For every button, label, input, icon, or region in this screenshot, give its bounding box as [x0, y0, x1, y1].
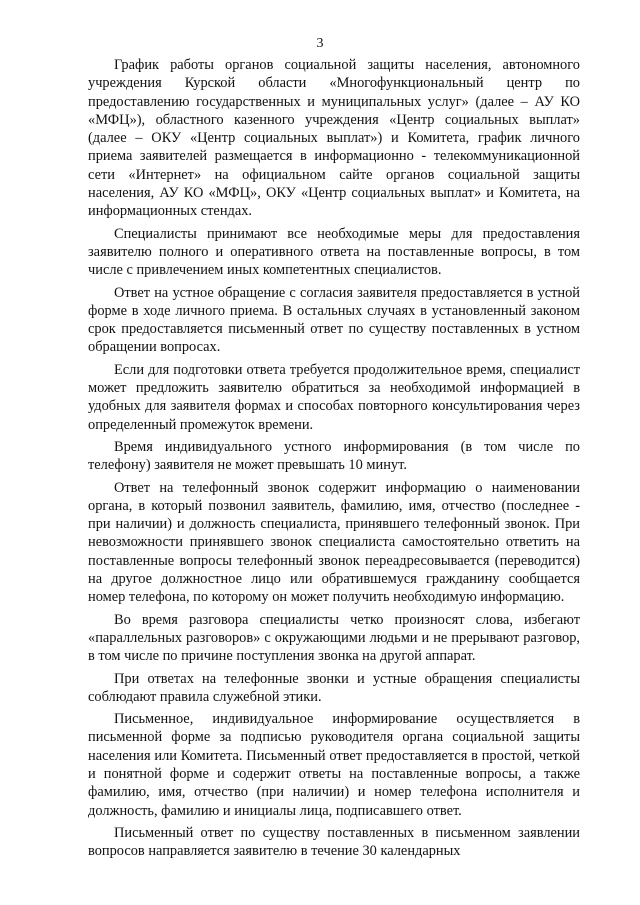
paragraph-long-preparation: Если для подготовки ответа требуется продолжительное время, специалист может предложить заявителю обратиться за необходимой информацией в удобных для заявителя формах и способах повторного консультирования через определенный промежуток времени.	[88, 361, 580, 433]
paragraph-conversation-rules: Во время разговора специалисты четко произносят слова, избегают «параллельных разговоров» с окружающими людьми и не прерывают разговор, в том числе по причине поступления звонка на другой аппарат.	[88, 611, 580, 665]
paragraph-specialists-measures: Специалисты принимают все необходимые меры для предоставления заявителю полного и оперативного ответа на поставленные вопросы, в том числе с привлечением иных компетентных специалистов.	[88, 225, 580, 279]
paragraph-service-ethics: При ответах на телефонные звонки и устные обращения специалисты соблюдают правила служебной этики.	[88, 670, 580, 705]
paragraph-phone-call-answer: Ответ на телефонный звонок содержит информацию о наименовании органа, в который позвонил заявитель, фамилию, имя, отчество (последнее - при наличии) и должность специалиста, принявшего телефонный звонок. При невозможности принявшего звонок специалиста самостоятельно ответить на поставленные вопросы телефонный звонок переадресовывается (переводится) на другое должностное лицо или обратившемуся гражданину сообщается номер телефона, по которому он может получить необходимую информацию.	[88, 479, 580, 606]
paragraph-schedule-placement: График работы органов социальной защиты населения, автономного учреждения Курской области «Многофункциональный центр по предоставлению государственных и муниципальных услуг» (далее – АУ КО «МФЦ»), областного казенного учреждения «Центр социальных выплат» (далее – ОКУ «Центр социальных выплат») и Комитета, график личного приема заявителей размещается в информационно - телекоммуникационной сети «Интернет» на официальном сайте органов социальной защиты населения, АУ КО «МФЦ», ОКУ «Центр социальных выплат» и Комитета, на информационных стендах.	[88, 57, 580, 220]
document-body	[88, 56, 580, 864]
page-number: 3	[316, 36, 324, 51]
paragraph-written-answer-deadline: Письменный ответ по существу поставленных в письменном заявлении вопросов направляется заявителю в течение 30 календарных	[88, 824, 580, 860]
paragraph-written-informing: Письменное, индивидуальное информирование осуществляется в письменной форме за подписью руководителя органа социальной защиты населения или Комитета. Письменный ответ предоставляется в простой, четкой и понятной форме и содержит ответы на поставленные вопросы, а также фамилию, имя, отчество (при наличии) и номер телефона исполнителя и должность, фамилию и инициалы лица, подписавшего ответ.	[88, 711, 580, 819]
paragraph-oral-request-answer: Ответ на устное обращение с согласия заявителя предоставляется в устной форме в ходе личного приема. В остальных случаях в установленный законом срок предоставляется письменный ответ по существу поставленных в устном обращении вопросах.	[88, 284, 580, 356]
paragraph-oral-time-limit: Время индивидуального устного информирования (в том числе по телефону) заявителя не может превышать 10 минут.	[88, 438, 580, 474]
